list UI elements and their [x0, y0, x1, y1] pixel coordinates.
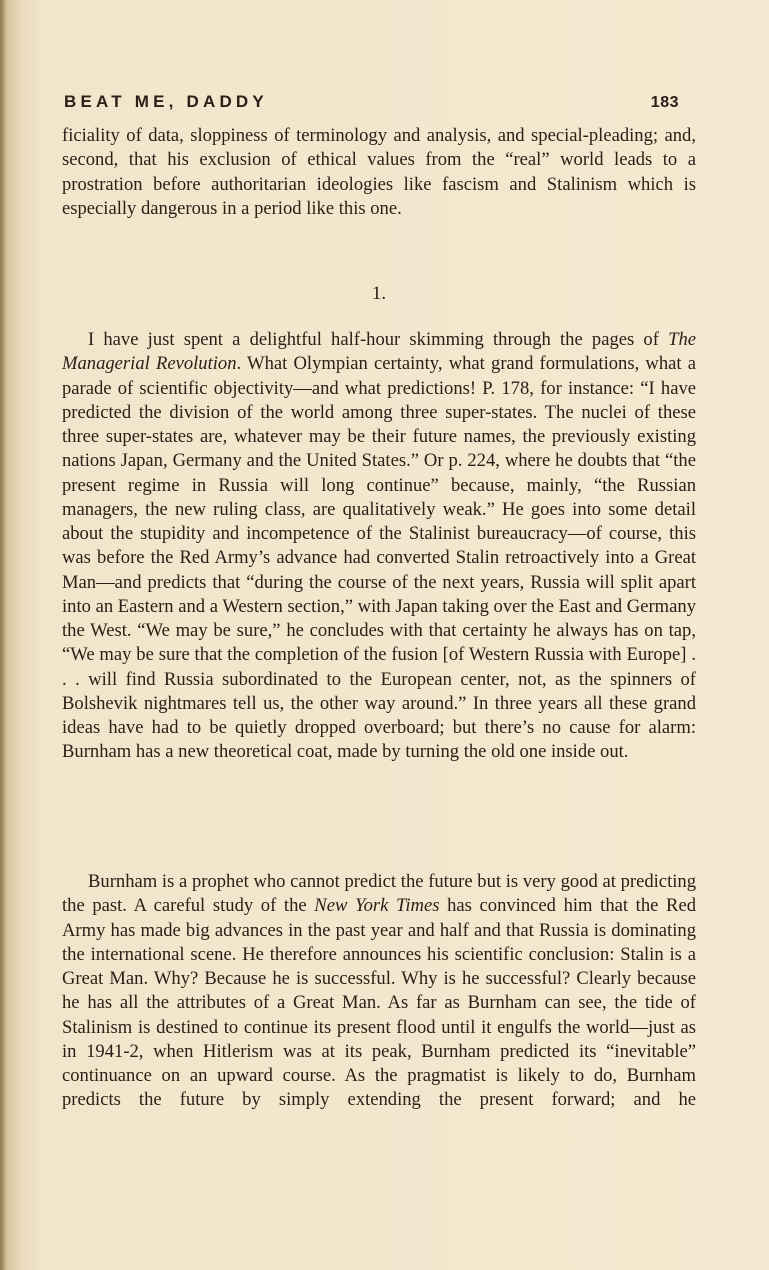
paragraph-1-text-a: I have just spent a delightful half-hour skimming through the pages of: [88, 329, 669, 350]
running-head: [64, 92, 679, 116]
paragraph-2-text-b: has convinced him that the Red Army has made big advances in the past year and half and that Russia is dominating the international scene. He therefore announces his scientific conclusion: Stalin is a Great Man. Why? Because he is successful. Why is he successful? Clearly because he has all the attributes of a Great Man. As far as Burnham can see, the tide of Stalinism is destined to continue its present flood until it engulfs the world—just as in 1941-2, when Hitlerism was at its peak, Burnham predicted its “inevitable” continuance on an upward course. As the pragmatist is likely to do, Burnham predicts the future by simply extending the present forward; and he: [62, 895, 696, 1111]
paragraph-1: [62, 328, 696, 765]
paragraph-2: [62, 870, 696, 1113]
section-number: 1.: [371, 283, 387, 304]
paragraph-1-block: [62, 328, 696, 765]
book-title: The Managerial Revolution: [62, 329, 696, 375]
paragraph-2-block: [62, 870, 696, 1113]
newspaper-title: New York Times: [314, 895, 440, 917]
intro-paragraph-block: [62, 124, 696, 221]
page-gutter-shadow: [0, 0, 6, 1270]
page-number: 183: [650, 94, 679, 111]
paragraph-2-text-a: Burnham is a prophet who cannot predict the future but is very good at predicting the past. A careful study of the: [62, 871, 696, 917]
running-title: BEAT ME, DADDY: [64, 92, 268, 111]
paragraph-1-text-b: . What Olympian certainty, what grand formulations, what a parade of scientific objectivity—and what predictions! P. 178, for instance: “I have predicted the division of the world among three super-states. The nuclei of these three super-states are, whatever may be their future names, the previously existing nations Japan, Germany and the United States.” Or p. 224, where he doubts that “the present regime in Russia will long continue” because, mainly, “the Russian managers, the new ruling class, are qualitatively weak.” He goes into some detail about the stupidity and incompetence of the Stalinist bureaucracy—of course, this was before the Red Army’s advance had converted Stalin retroactively into a Great Man—and predicts that “during the course of the next years, Russia will split apart into an Eastern and a Western section,” with Japan taking over the East and Germany the West. “We may be sure,” he concludes with that certainty he always has on tap, “We may be sure that the completion of the fusion [of Western Russia with Europe] . . . will find Russia subordinated to the European center, not, as the spinners of Bolshevik nightmares tell us, the other way around.” In three years all these grand ideas have had to be quietly dropped overboard; but there’s no cause for alarm: Burnham has a new theoretical coat, made by turning the old one inside out.: [62, 353, 696, 763]
intro-paragraph: ficiality of data, sloppiness of terminology and analysis, and special-pleading; and, second, that his exclusion of ethical values from the “real” world leads to a prostration before authoritarian ideologies like fascism and Stalinism which is especially dangerous in a period like this one.: [62, 125, 696, 219]
